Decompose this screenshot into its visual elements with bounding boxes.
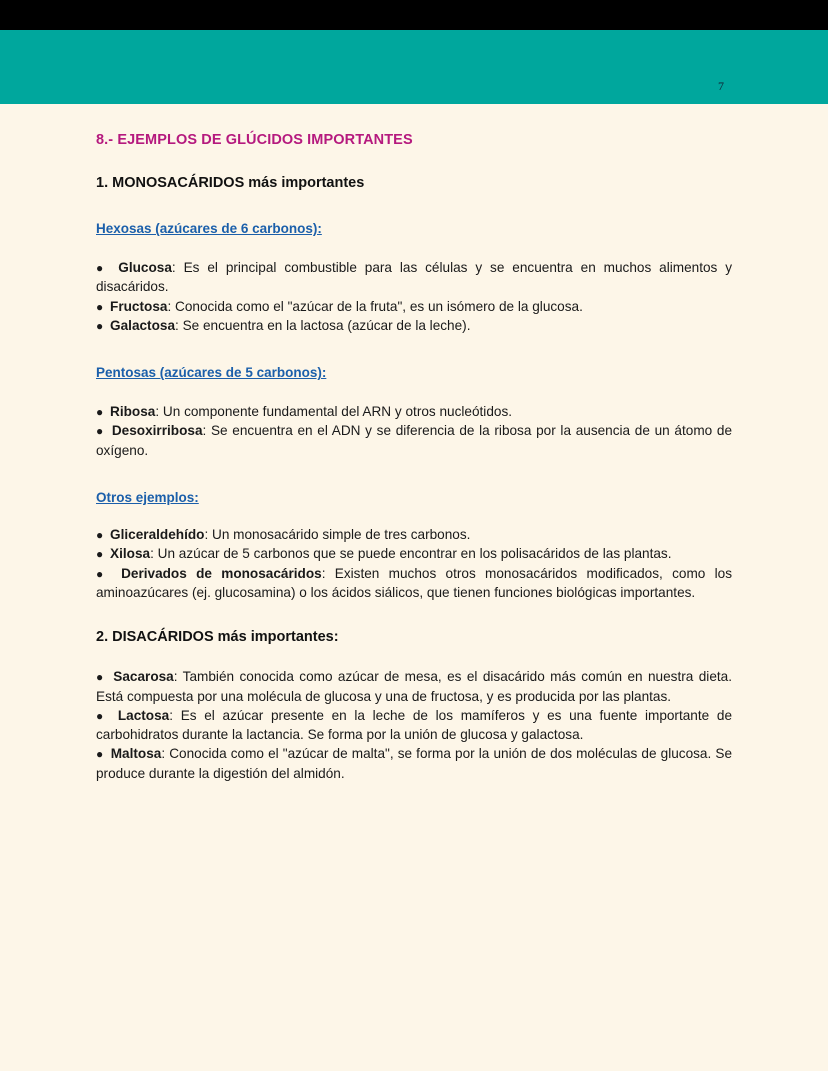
term-text: : Se encuentra en el ADN y se diferencia de la ribosa por la ausencia de un átomo de oxígeno. [96,423,733,458]
term-text: : Un monosacárido simple de tres carbonos. [204,527,471,543]
section-title: 8.- EJEMPLOS DE GLÚCIDOS IMPORTANTES [96,132,413,148]
list-item [96,258,732,297]
list-item [96,316,732,335]
list-item [96,421,732,460]
otros-list [96,525,732,602]
term-label: Galactosa [110,317,176,333]
term-label: Sacarosa [113,669,174,685]
subsection-title-disacaridos: 2. DISACÁRIDOS más importantes: [96,629,339,646]
group-heading-pentosas: Pentosas (azúcares de 5 carbonos): [96,365,327,381]
term-text: : Un azúcar de 5 carbonos que se puede encontrar en los polisacáridos de las plantas. [150,546,672,562]
bullet-icon: ● [96,670,105,685]
term-label: Gliceraldehído [110,527,205,543]
list-item [96,297,732,316]
disacaridos-list [96,667,732,783]
term-text: : Es el principal combustible para las células y se encuentra en muchos alimentos y disacáridos. [96,260,733,295]
term-label: Xilosa [110,546,151,562]
list-item [96,402,732,421]
bullet-icon: ● [96,708,108,723]
document-content [0,132,828,783]
group-heading-otros: Otros ejemplos: [96,490,199,506]
group-heading-hexosas: Hexosas (azúcares de 6 carbonos): [96,221,322,236]
list-item [96,744,732,783]
term-label: Glucosa [118,260,172,275]
bullet-icon: ● [96,318,104,333]
term-text: : Conocida como el "azúcar de la fruta", es un isómero de la glucosa. [167,298,583,314]
bullet-icon: ● [96,566,109,581]
term-label: Fructosa [110,298,168,314]
bullet-icon: ● [96,299,104,314]
list-item [96,667,732,706]
list-item [96,544,732,563]
term-text: : Existen muchos otros monosacáridos modificados, como los aminoazúcares (ej. glucosamina) o los ácidos siálicos, que tienen funciones biológicas importantes. [96,565,733,600]
term-text: : Un componente fundamental del ARN y otros nucleótidos. [155,404,513,420]
term-label: Maltosa [110,746,162,762]
term-text: : Conocida como el "azúcar de malta", se forma por la unión de dos moléculas de glucosa. Se produce durante la digestión del almidón. [96,746,732,781]
bullet-icon: ● [96,405,104,420]
subsection-title-monosacaridos: 1. MONOSACÁRIDOS más importantes [96,175,365,191]
pentosas-list [96,402,732,460]
list-item [96,706,732,745]
term-label: Ribosa [110,404,156,420]
term-text: : También conocida como azúcar de mesa, es el disacárido más común en nuestra dieta. Está compuesta por una molécula de glucosa y una de fructosa, y es producida por las plantas. [96,669,732,704]
bullet-icon: ● [96,424,105,439]
list-item [96,525,732,544]
list-item [96,564,732,603]
term-label: Derivados de monosacáridos [121,565,322,581]
bullet-icon: ● [96,528,104,543]
bullet-icon: ● [96,747,104,762]
top-black-bar [0,0,828,30]
term-text: : Es el azúcar presente en la leche de los mamíferos y es una fuente importante de carbohidratos durante la lactancia. Se forma por la unión de glucosa y galactosa. [96,707,733,743]
bullet-icon: ● [96,261,108,275]
bullet-icon: ● [96,547,104,562]
teal-header-band [0,30,828,104]
term-label: Desoxirribosa [111,423,203,439]
term-text: : Se encuentra en la lactosa (azúcar de la leche). [175,317,471,333]
page-number: 7 [718,79,724,93]
hexosas-list [96,258,732,335]
term-label: Lactosa [117,707,170,723]
